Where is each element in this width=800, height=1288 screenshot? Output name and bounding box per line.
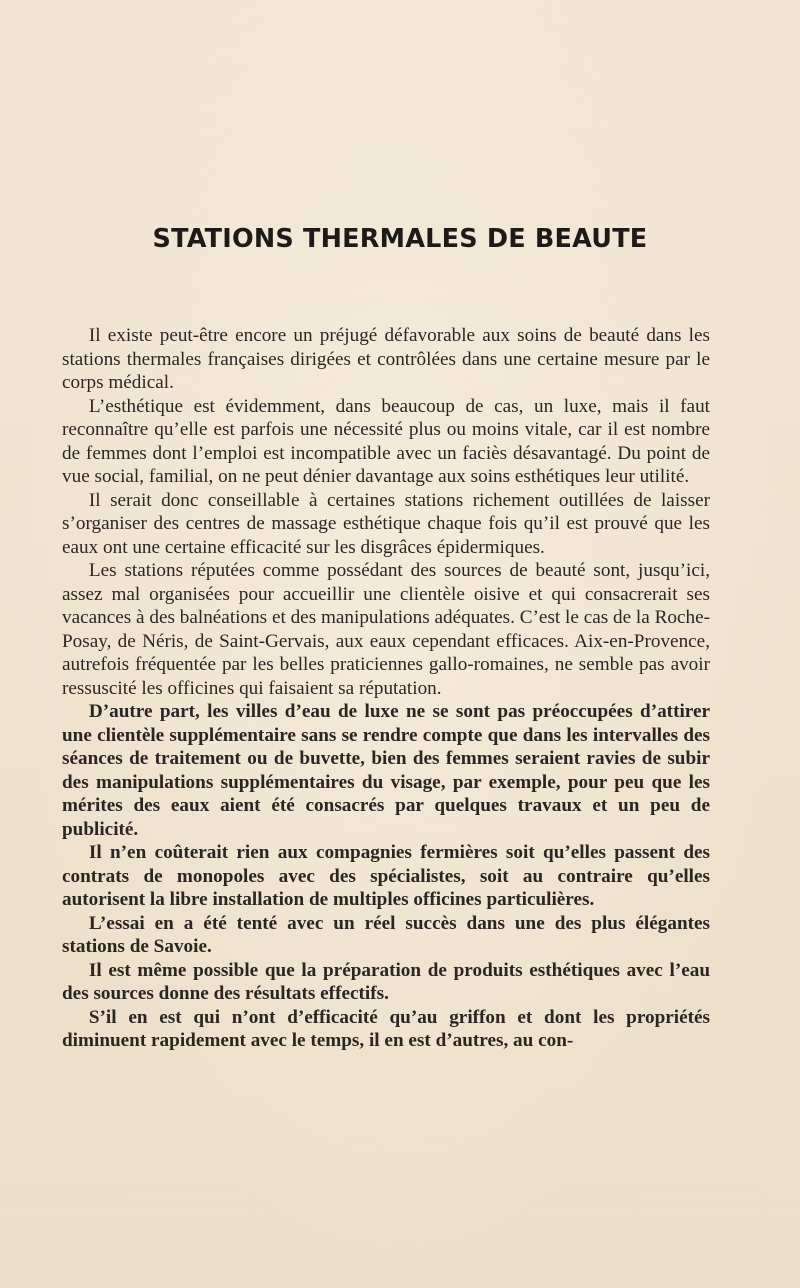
body-text bbox=[62, 324, 710, 1053]
paragraph-4: Les stations réputées comme possédant des sources de beauté sont, jusqu’ici, assez mal organisées pour accueillir une clientèle oisive et qui consacrerait ses vacances à des balnéations et des manipulations adéquates. C’est le cas de la Roche-Posay, de Néris, de Saint-Gervais, aux eaux cependant efficaces. Aix-en-Provence, autrefois fréquentée par les belles praticiennes gallo-romaines, ne semble pas avoir ressuscité les officines qui faisaient sa réputation. bbox=[62, 560, 710, 699]
paragraph-3: Il serait donc conseillable à certaines stations richement outillées de laisser s’organiser des centres de massage esthétique chaque fois qu’il est prouvé que les eaux ont une certaine efficacité sur les disgrâces épidermiques. bbox=[62, 489, 710, 558]
paragraph-1: Il existe peut-être encore un préjugé défavorable aux soins de beauté dans les stations thermales françaises dirigées et contrôlées dans une certaine mesure par le corps médical. bbox=[62, 325, 710, 393]
paragraph-8: Il est même possible que la préparation de produits esthétiques avec l’eau des sources donne des résultats effectifs. bbox=[62, 959, 710, 1004]
page-title: STATIONS THERMALES DE BEAUTE bbox=[152, 224, 648, 254]
paragraph-5: D’autre part, les villes d’eau de luxe ne se sont pas préoccupées d’attirer une clientèle supplémentaire sans se rendre compte que dans les intervalles des séances de traitement ou de buvette, bien des femmes seraient ravies de subir des manipulations supplémentaires du visage, par exemple, pour peu que les mérites des eaux aient été consacrés par quelques travaux et un peu de publicité. bbox=[62, 701, 710, 840]
paragraph-7: L’essai en a été tenté avec un réel succès dans une des plus élégantes stations de Savoie. bbox=[62, 912, 710, 957]
paragraph-2: L’esthétique est évidemment, dans beaucoup de cas, un luxe, mais il faut reconnaître qu’elle est parfois une nécessité plus ou moins vitale, car il est nombre de femmes dont l’emploi est incompatible avec un faciès désavantagé. Du point de vue social, familial, on ne peut dénier davantage aux soins esthétiques leur utilité. bbox=[62, 395, 710, 487]
paragraph-6: Il n’en coûterait rien aux compagnies fermières soit qu’elles passent des contrats de monopoles avec des spécialistes, soit au contraire qu’elles autorisent la libre installation de multiples officines particulières. bbox=[62, 842, 710, 910]
paragraph-9: S’il en est qui n’ont d’efficacité qu’au griffon et dont les propriétés diminuent rapidement avec le temps, il en est d’autres, au con- bbox=[62, 1006, 710, 1051]
